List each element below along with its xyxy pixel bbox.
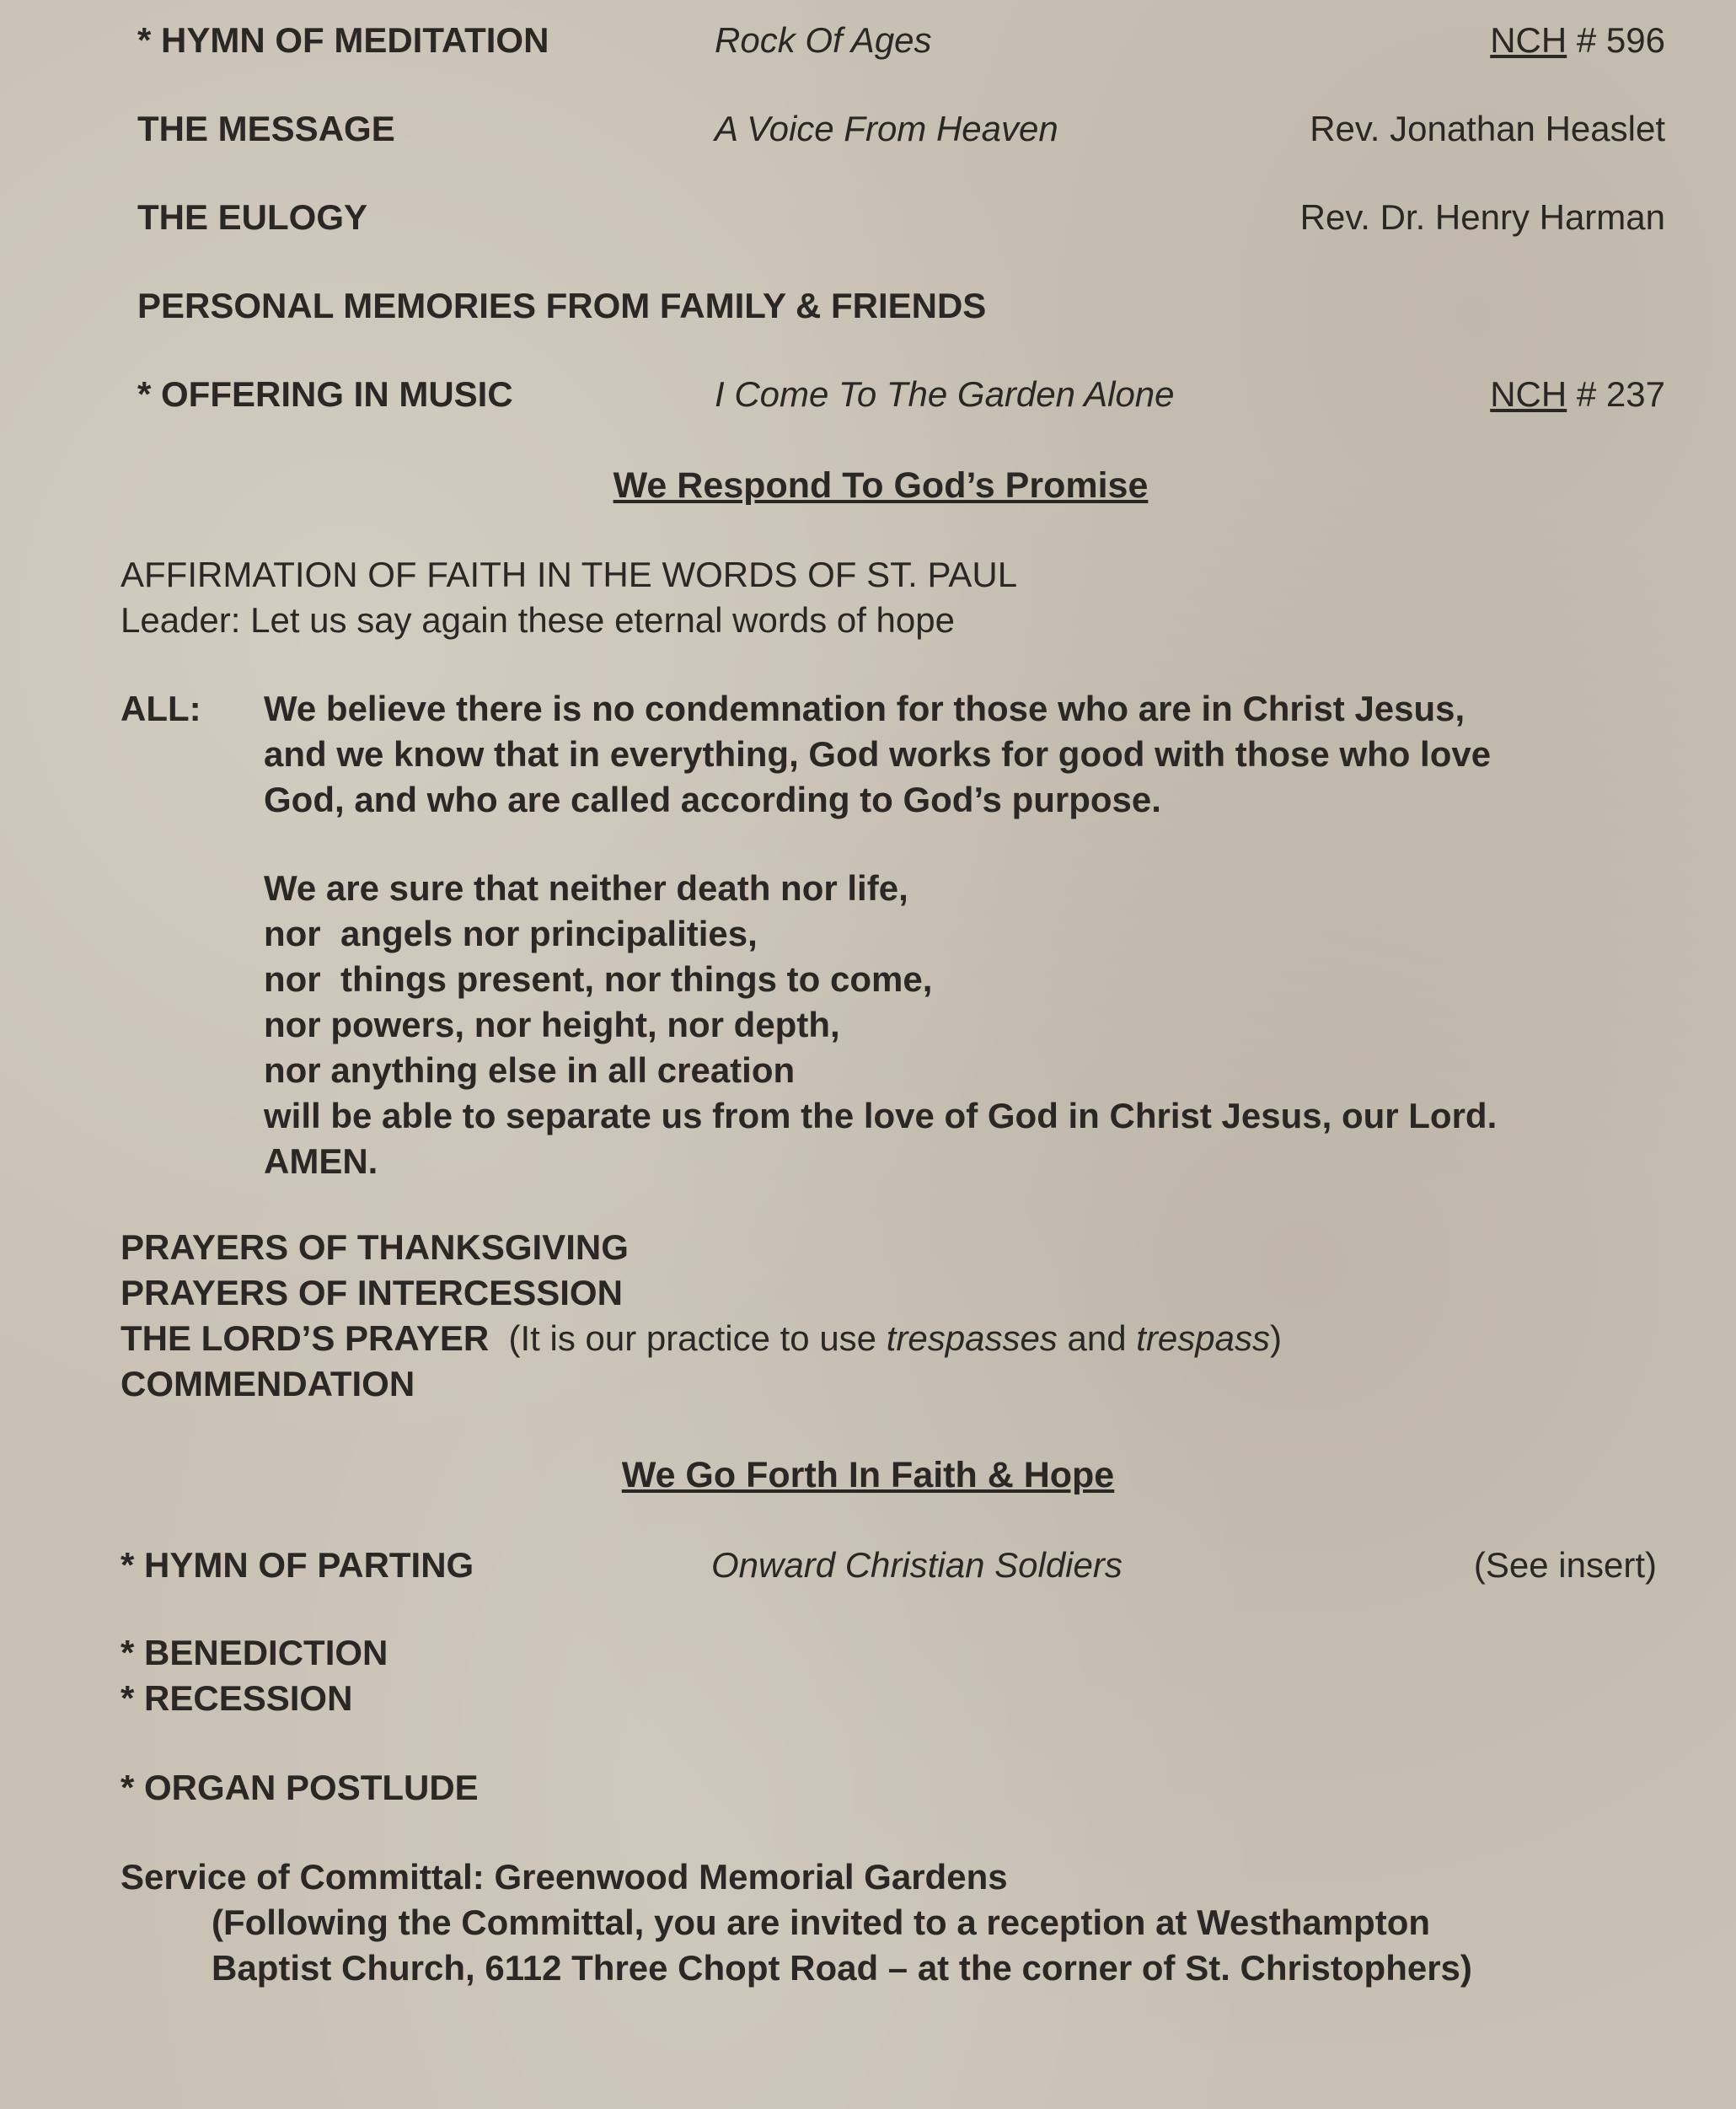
para2-line: nor things present, nor things to come,: [264, 959, 933, 999]
committal-line2: (Following the Committal, you are invited to a reception at Westhampton: [212, 1902, 1431, 1942]
lords-prayer-note-word2: trespass: [1136, 1318, 1270, 1358]
benediction-recession-block: [121, 1630, 388, 1721]
lords-prayer-note-word1: trespasses: [886, 1318, 1058, 1358]
section-heading-respond: We Respond To God’s Promise: [613, 465, 1149, 506]
prayers-block: [121, 1225, 1282, 1407]
para1-line: and we know that in everything, God works for good with those who love: [264, 734, 1492, 774]
affirmation-title: AFFIRMATION OF FAITH IN THE WORDS OF ST. PAUL: [121, 555, 1018, 594]
message-title: A Voice From Heaven: [715, 109, 1058, 148]
para2-line: nor powers, nor height, nor depth,: [264, 1005, 840, 1044]
hymn-number: # 237: [1567, 374, 1665, 414]
lords-prayer-label: THE LORD’S PRAYER: [121, 1318, 490, 1358]
message-speaker: Rev. Jonathan Heaslet: [1310, 109, 1665, 148]
commendation: COMMENDATION: [121, 1364, 415, 1403]
prayers-thanksgiving: PRAYERS OF THANKSGIVING: [121, 1227, 629, 1267]
offering-music-ref: [1490, 374, 1665, 414]
eulogy-speaker: Rev. Dr. Henry Harman: [1299, 197, 1665, 237]
affirmation-para1: [264, 686, 1491, 823]
all-label: ALL:: [121, 689, 201, 728]
committal-line1: Service of Committal: Greenwood Memorial Gardens: [121, 1857, 1008, 1897]
eulogy-label: THE EULOGY: [137, 197, 368, 237]
hymn-meditation-ref: [1490, 20, 1665, 60]
para1-line: God, and who are called according to God’s purpose.: [264, 780, 1161, 819]
hymn-parting-note: (See insert): [1473, 1545, 1657, 1585]
affirmation-leader: Leader: Let us say again these eternal words of hope: [121, 600, 955, 640]
offering-music-title: I Come To The Garden Alone: [715, 374, 1175, 414]
para2-line: AMEN.: [264, 1141, 378, 1181]
para2-line: nor anything else in all creation: [264, 1050, 796, 1090]
lords-prayer-note-close: ): [1269, 1318, 1282, 1358]
recession: * RECESSION: [121, 1678, 353, 1718]
benediction: * BENEDICTION: [121, 1633, 388, 1672]
offering-music-label: * OFFERING IN MUSIC: [137, 374, 513, 414]
prayers-intercession: PRAYERS OF INTERCESSION: [121, 1273, 623, 1312]
hymn-number: # 596: [1567, 20, 1665, 60]
hymn-meditation-label: * HYMN OF MEDITATION: [137, 20, 549, 60]
affirmation-para2: [264, 866, 1497, 1184]
committal-details: [212, 1900, 1472, 1991]
lords-prayer-note-open: (It is our practice to use: [508, 1318, 887, 1358]
message-label: THE MESSAGE: [137, 109, 395, 148]
hymn-parting-title: Onward Christian Soldiers: [711, 1545, 1123, 1585]
para2-line: nor angels nor principalities,: [264, 914, 758, 953]
para1-line: We believe there is no condemnation for those who are in Christ Jesus,: [264, 689, 1465, 728]
lords-prayer-line: [121, 1316, 1282, 1361]
section-heading-forth: We Go Forth In Faith & Hope: [621, 1455, 1115, 1495]
para2-line: will be able to separate us from the love of God in Christ Jesus, our Lord.: [264, 1096, 1498, 1135]
personal-memories-label: PERSONAL MEMORIES FROM FAMILY & FRIENDS: [137, 286, 987, 325]
hymnal-abbrev: NCH: [1490, 20, 1567, 60]
para2-line: We are sure that neither death nor life,: [264, 868, 908, 908]
hymnal-abbrev: NCH: [1490, 374, 1567, 414]
lords-prayer-note-and: and: [1057, 1318, 1137, 1358]
affirmation-block: [121, 552, 1017, 643]
hymn-parting-label: * HYMN OF PARTING: [121, 1545, 474, 1585]
committal-line3: Baptist Church, 6112 Three Chopt Road – at the corner of St. Christophers): [212, 1948, 1472, 1988]
hymn-meditation-title: Rock Of Ages: [715, 20, 932, 60]
organ-postlude: * ORGAN POSTLUDE: [121, 1768, 479, 1807]
